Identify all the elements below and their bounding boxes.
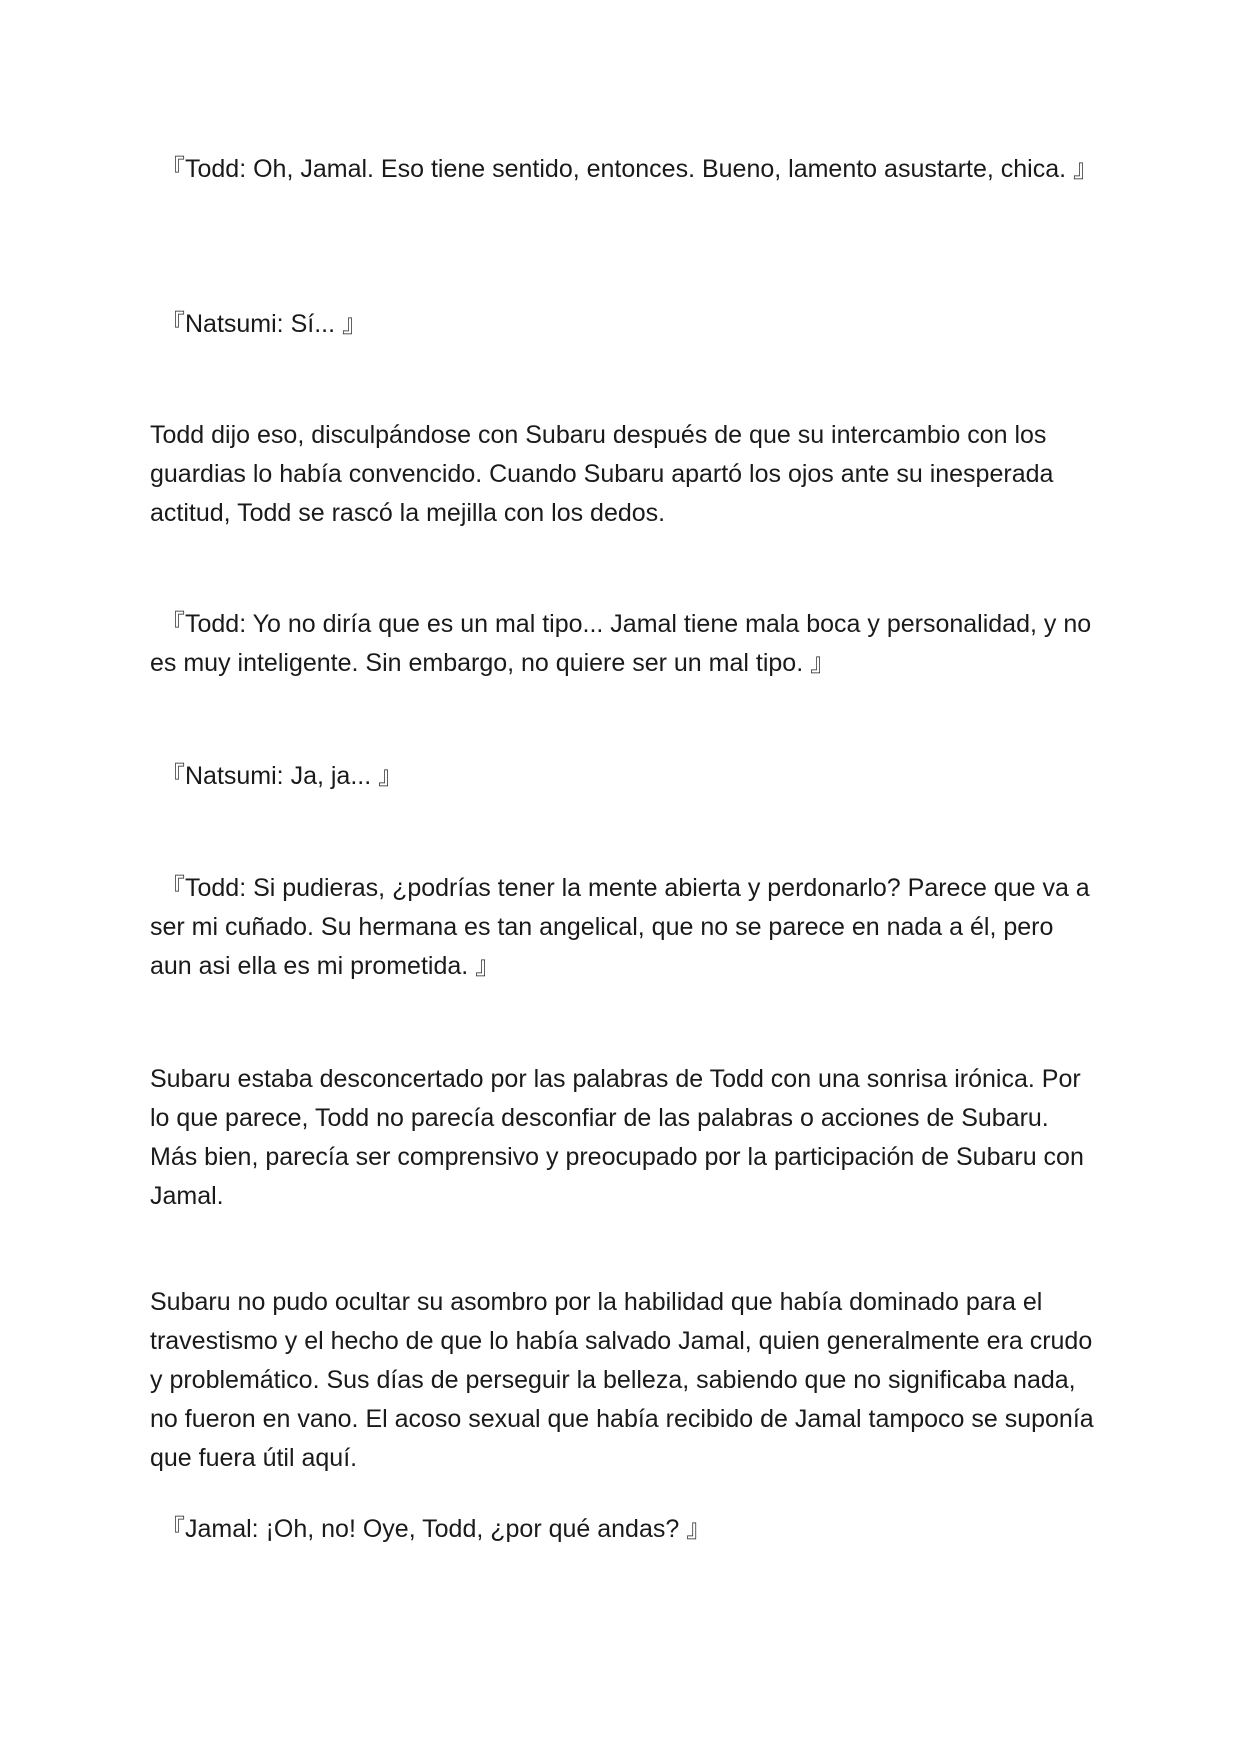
dialogue-paragraph: 『Natsumi: Ja, ja... 』 — [160, 762, 404, 790]
narration-paragraph: Todd dijo eso, disculpándose con Subaru después de que su intercambio con los guardias lo había convencido. Cuando Subaru apartó los ojos ante su inesperada actitud, Todd se rascó la mejilla con los dedos. — [150, 421, 1054, 527]
narration-paragraph: Subaru estaba desconcertado por las palabras de Todd con una sonrisa irónica. Por lo que parece, Todd no parecía desconfiar de las palabras o acciones de Subaru. Más bien, parecía ser comprensivo y preocupado por la participación de Subaru con Jamal. — [150, 1065, 1084, 1210]
dialogue-paragraph: 『Todd: Yo no diría que es un mal tipo... Jamal tiene mala boca y personalidad, y no es muy inteligente. Sin embargo, no quiere ser un mal tipo. 』 — [150, 610, 1092, 677]
dialogue-paragraph: 『Natsumi: Sí... 』 — [160, 310, 367, 338]
dialogue-paragraph: 『Jamal: ¡Oh, no! Oye, Todd, ¿por qué andas? 』 — [160, 1515, 712, 1543]
dialogue-paragraph: 『Todd: Oh, Jamal. Eso tiene sentido, entonces. Bueno, lamento asustarte, chica. 』 — [160, 155, 1099, 183]
dialogue-paragraph: 『Todd: Si pudieras, ¿podrías tener la mente abierta y perdonarlo? Parece que va a ser mi cuñado. Su hermana es tan angelical, que no se parece en nada a él, pero aun asi ella es mi prometida. 』 — [150, 874, 1090, 980]
narration-paragraph: Subaru no pudo ocultar su asombro por la habilidad que había dominado para el travestismo y el hecho de que lo había salvado Jamal, quien generalmente era crudo y problemático. Sus días de perseguir la belleza, sabiendo que no significaba nada, no fueron en vano. El acoso sexual que había recibido de Jamal tampoco se suponía que fuera útil aquí. — [150, 1288, 1094, 1472]
